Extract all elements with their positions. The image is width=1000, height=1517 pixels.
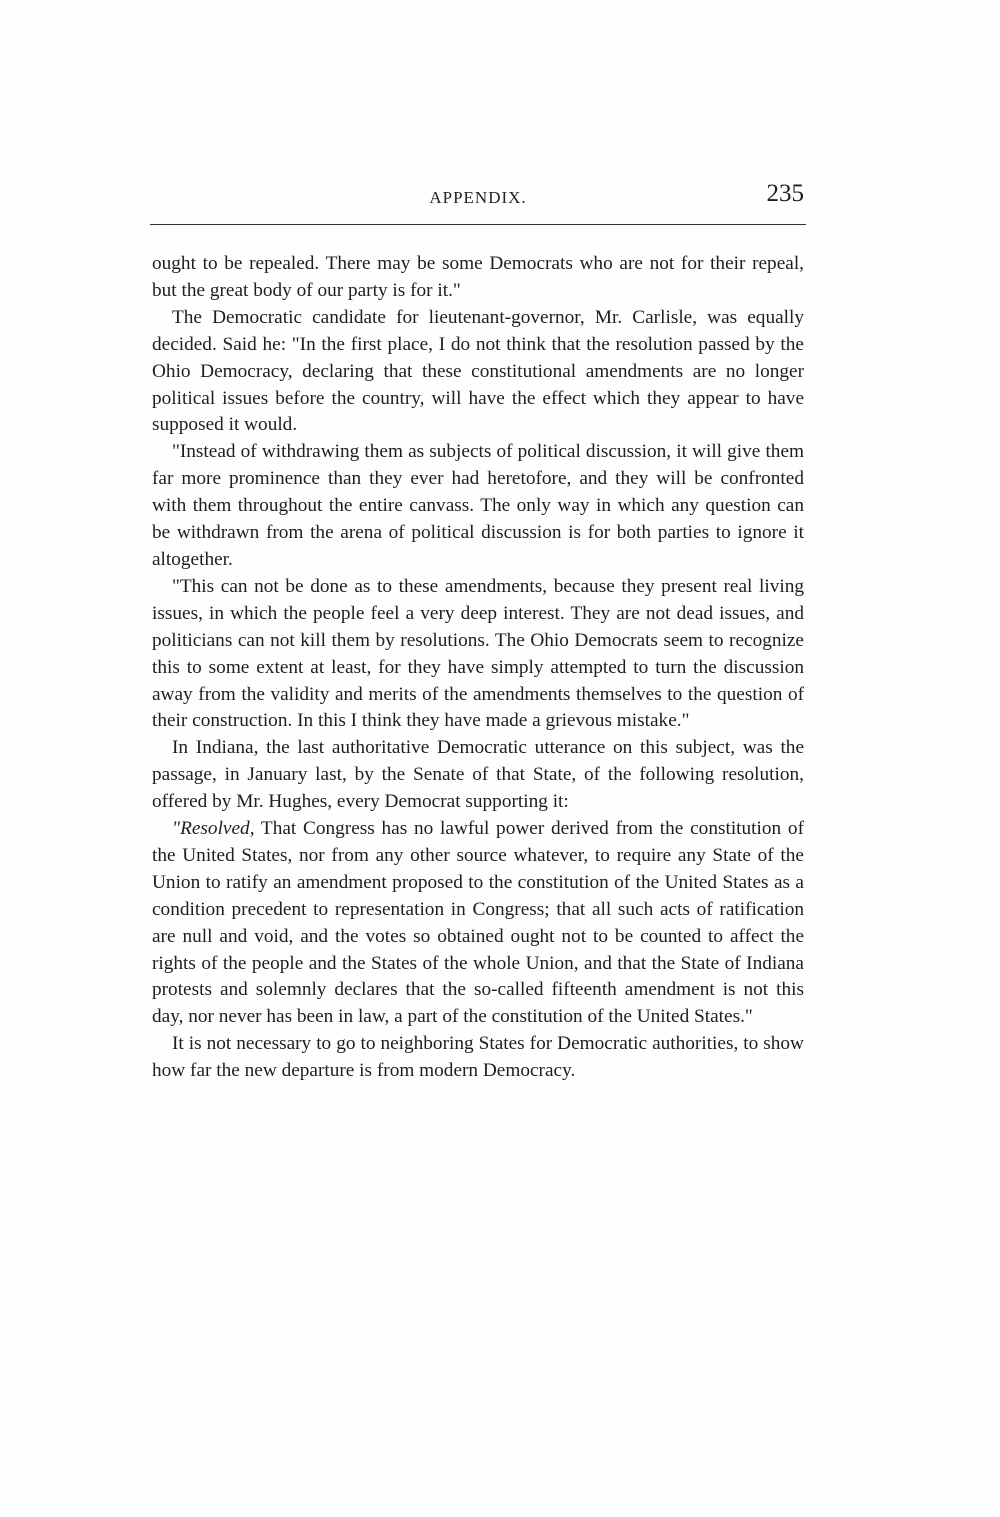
paragraph-conclusion: It is not necessary to go to neighboring States for Democratic authorities, to show how far the new departure is from modern Democracy. bbox=[152, 1033, 804, 1082]
resolution-text: That Congress has no lawful power derived from the constitution of the United States, nor from any other source whatever, to require any State of the Union to ratify an amendment proposed to the constitution of the United States as a condition precedent to representation in Congress; that all such acts of ratification are null and void, and the votes so obtained ought not to be counted to affect the rights of the people and the States of the whole Union, and that the State of Indiana protests and solemnly declares that the so-called fifteenth amendment is not this day, nor never has been in law, a part of the constitution of the United States." bbox=[152, 818, 804, 1028]
paragraph-indiana: In Indiana, the last authoritative Democratic utterance on this subject, was the passage, in January last, by the Senate of that State, of the following resolution, offered by Mr. Hughes, every Democrat supporting it: bbox=[152, 737, 804, 813]
paragraph-withdrawing: "Instead of withdrawing them as subjects of political discussion, it will give them far more prominence than they ever had heretofore, and they will be confronted with them throughout the entire canvass. The only way in which any question can be withdrawn from the arena of political discussion is for both parties to ignore it altogether. bbox=[152, 441, 804, 570]
page-header bbox=[150, 180, 806, 220]
page-number: 235 bbox=[766, 180, 804, 207]
resolved-label: "Resolved, bbox=[172, 818, 255, 840]
paragraph-continuation: ought to be repealed. There may be some Democrats who are not for their repeal, but the great body of our party is for it." bbox=[152, 253, 804, 301]
paragraph-resolution bbox=[152, 816, 804, 1031]
running-head: APPENDIX. bbox=[429, 188, 527, 207]
header-rule bbox=[150, 224, 806, 225]
paragraph-amendments: "This can not be done as to these amendments, because they present real living issues, in which the people feel a very deep interest. They are not dead issues, and politicians can not kill them by resolutions. The Ohio Democrats seem to recognize this to some extent at least, for they have simply attempted to turn the discussion away from the validity and merits of the amendments themselves to the question of their construction. In this I think they have made a grievous mistake." bbox=[152, 575, 804, 732]
paragraph-carlisle: The Democratic candidate for lieutenant-governor, Mr. Carlisle, was equally decided. Said he: "In the first place, I do not think that the resolution passed by the Ohio Democracy, declaring that these constitutional amendments are no longer political issues before the country, will have the effect which they appear to have supposed it would. bbox=[152, 306, 804, 436]
body-text bbox=[152, 251, 804, 1085]
